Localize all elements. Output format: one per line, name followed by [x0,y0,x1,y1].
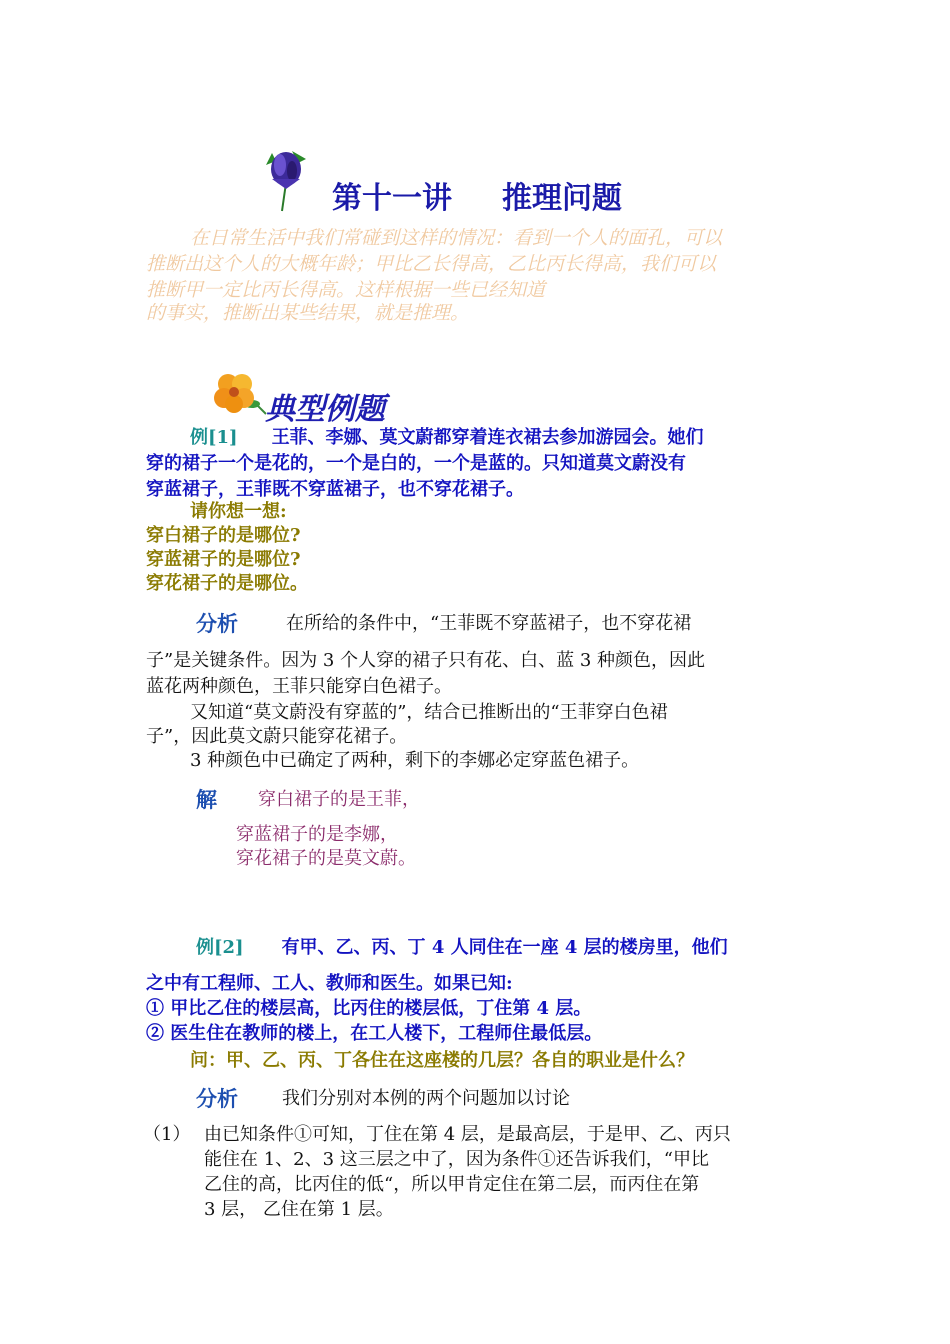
example2-text: 之中有工程师、工人、教师和医生。如果已知: [146,973,513,994]
example1-question: 穿蓝裙子的是哪位? [146,549,301,570]
page-title [332,173,622,217]
analysis-text: 3 种颜色中已确定了两种，剩下的李娜必定穿蓝色裙子。 [190,750,640,771]
example2-first-line [196,934,728,961]
purple-flower-icon [262,143,312,213]
example2-text: 有甲、乙、丙、丁 4 人同住在一座 4 层的楼房里，他们 [281,937,728,958]
analysis-text: 子”是关键条件。因为 3 个人穿的裙子只有花、白、蓝 3 种颜色，因此 [146,650,705,671]
item1-text: 3 层， 乙住在第 1 层。 [204,1199,394,1220]
analysis-text: 蓝花两种颜色，王菲只能穿白色裙子。 [146,676,452,697]
intro-line: 推断甲一定比丙长得高。这样根据一些已经知道 [146,279,546,301]
example1-text: 穿蓝裙子，王菲既不穿蓝裙子，也不穿花裙子。 [146,479,524,500]
solution-line: 穿花裙子的是莫文蔚。 [236,848,416,869]
analysis-label: 分析 [196,1087,238,1111]
example2-condition: ② 医生住在教师的楼上，在工人楼下，工程师住最低层。 [146,1023,603,1044]
analysis-text: 我们分别对本例的两个问题加以讨论 [282,1088,570,1109]
example1-question: 穿花裙子的是哪位。 [146,573,308,594]
intro-line: 在日常生活中我们常碰到这样的情况：看到一个人的面孔，可以 [190,227,723,249]
analysis-label: 分析 [196,612,238,636]
solution-line: 穿白裙子的是王菲， [258,789,420,810]
title-topic: 推理问题 [502,181,622,216]
solution-line: 穿蓝裙子的是李娜， [236,824,398,845]
example1-question: 穿白裙子的是哪位? [146,525,301,546]
orange-flower-icon [212,372,268,418]
example1-prompt: 请你想一想: [190,501,287,522]
solution-label: 解 [196,788,217,812]
example2-question: 问：甲、乙、丙、丁各住在这座楼的几层？各自的职业是什么？ [190,1050,694,1071]
item-marker: （1） [143,1124,191,1145]
example1-text: 王菲、李娜、莫文蔚都穿着连衣裙去参加游园会。她们 [271,427,704,448]
item1-text: 能住在 1、2、3 这三层之中了，因为条件①还告诉我们，“甲比 [204,1149,709,1170]
item1-text: 乙住的高，比丙住的低“，所以甲肯定住在第二层，而丙住在第 [204,1174,700,1195]
example1-first-line [190,425,704,451]
analysis-text: 又知道“莫文蔚没有穿蓝的”，结合已推断出的“王菲穿白色裙 [190,702,668,723]
intro-line: 推断出这个人的大概年龄；甲比乙长得高，乙比丙长得高，我们可以 [146,253,717,275]
example1-text: 穿的裙子一个是花的，一个是白的，一个是蓝的。只知道莫文蔚没有 [146,453,686,474]
title-lecture: 第十一讲 [332,181,452,216]
example2-tag: 例[2] [196,937,244,958]
example2-condition: ① 甲比乙住的楼层高，比丙住的楼层低，丁住第 4 层。 [146,998,592,1019]
analysis-text: 在所给的条件中，“王菲既不穿蓝裙子，也不穿花裙 [286,613,692,634]
item1-text: 由已知条件①可知，丁住在第 4 层，是最高层，于是甲、乙、丙只 [204,1124,731,1145]
analysis-text: 子”，因此莫文蔚只能穿花裙子。 [146,726,408,747]
example1-tag: 例[1] [190,427,238,448]
section-title: 典型例题 [265,392,385,427]
intro-line: 的事实，推断出某些结果，就是推理。 [146,302,470,324]
